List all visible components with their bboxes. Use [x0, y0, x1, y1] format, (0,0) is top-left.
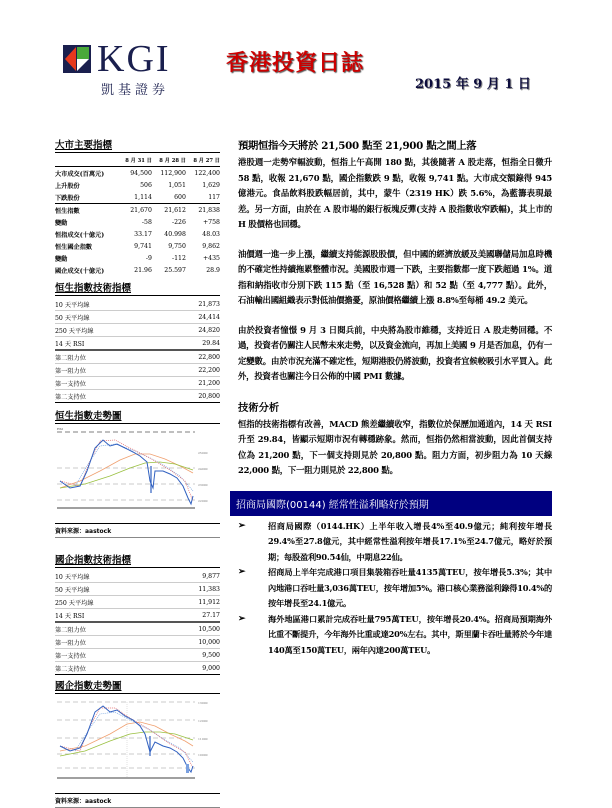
row-value: 21,670: [118, 204, 152, 217]
hsi-tech-table: [55, 298, 220, 403]
article-paragraph: 由於投資者憧憬 9 月 3 日閱兵前，中央將為股市維穩，支持近日 A 股走勢回穩。不過，投資者仍關注人民幣未來走勢，以及資金流向，再加上美國 9 月是否加息，仍有一定變數。由於市況充滿不確定性，短期港股仍將波動，投資者宜候較吸引水平買入。此外，投資者也關注今日公佈的中國 PMI 數據。: [238, 324, 552, 381]
indicator-label: 第一阻力位: [55, 364, 161, 377]
row-value: -112: [172, 254, 186, 262]
indicator-row: [55, 596, 220, 609]
indicator-label: 14 天 RSI: [55, 609, 161, 623]
market-row: [55, 240, 220, 252]
indicator-label: 第一阻力位: [55, 636, 161, 649]
row-value: 122,400: [194, 169, 220, 177]
indicator-label: 10 天平均線: [55, 570, 161, 583]
market-row: [55, 252, 220, 264]
svg-text:10000: 10000: [198, 753, 208, 757]
indicator-value: 29.84: [161, 337, 220, 351]
svg-text:13000: 13000: [198, 701, 208, 705]
row-value: 1,114: [134, 193, 152, 201]
indicator-value: 10,500: [161, 622, 220, 636]
row-value: 40.998: [164, 230, 186, 238]
col-header: 8 月 31 日: [118, 155, 152, 167]
row-label: 恒生指數: [55, 204, 118, 217]
svg-text:24000: 24000: [198, 467, 208, 471]
row-value: -58: [141, 218, 152, 226]
hscei-chart: [55, 696, 220, 791]
indicator-row: [55, 390, 220, 403]
row-label: 國企成交(十億元): [55, 267, 105, 275]
indicator-label: 14 天 RSI: [55, 337, 161, 351]
indicator-row: [55, 636, 220, 649]
svg-text:23000: 23000: [198, 483, 208, 487]
row-value: 112,900: [160, 169, 186, 177]
row-value: 9,741: [134, 242, 152, 250]
indicator-label: 250 天平均線: [55, 596, 161, 609]
document-date: 2015 年 9 月 1 日: [415, 77, 531, 92]
indicator-label: 50 天平均線: [55, 583, 161, 596]
hsi-chart-source: 資料來源：aastock: [55, 523, 220, 538]
row-value: +758: [203, 218, 220, 226]
indicator-label: 50 天平均線: [55, 311, 161, 324]
indicator-value: 21,873: [161, 298, 220, 311]
row-value: 48.03: [202, 230, 220, 238]
row-label: 恒指成交(十億元): [55, 231, 105, 239]
indicator-value: 11,912: [161, 596, 220, 609]
bullet-item: ➢ 招商局上半年完成港口項目集裝箱吞吐量4135萬TEU，按年增長5.3%；其中內地港口吞吐量3,036萬TEU，按年增加5%。港口核心業務溢利錄得10.4%的按年增長至24.1億元。: [238, 567, 552, 608]
market-row: [55, 204, 220, 217]
hsi-chart-title: 恒生指數走勢圖: [55, 408, 220, 424]
market-row: [55, 264, 220, 276]
kgi-logo: [63, 38, 183, 105]
left-column: [55, 137, 220, 808]
indicator-label: 第二阻力位: [55, 622, 161, 636]
indicator-row: [55, 298, 220, 311]
market-indicators-table: [55, 155, 220, 276]
svg-text:HSI: HSI: [57, 427, 63, 431]
arrow-bullet-icon: ➢: [238, 613, 246, 624]
indicator-label: 第二支持位: [55, 390, 161, 403]
indicator-row: [55, 570, 220, 583]
indicator-label: 第一支持位: [55, 377, 161, 390]
bullet-item: ➢ 招商局國際（0144.HK）上半年收入增長4%至40.9億元；純利按年增長29.4%至27.8億元，其中經常性溢利按年增長17.1%至24.7億元，略好於預期；每股盈利90.54仙，中期息22仙。: [238, 520, 552, 562]
col-header: [55, 155, 118, 167]
indicator-value: 11,383: [161, 583, 220, 596]
logo-text: KGI: [97, 38, 171, 80]
indicator-label: 第二支持位: [55, 662, 161, 675]
row-value: 25.597: [164, 266, 186, 274]
row-value: 506: [140, 181, 152, 189]
indicator-row: [55, 364, 220, 377]
hsi-chart: [55, 426, 220, 521]
indicator-value: 22,800: [161, 350, 220, 364]
indicator-label: 第一支持位: [55, 649, 161, 662]
tech-analysis-paragraph: 恒指的技術指標有改善，MACD 熊差繼續收窄，指數位於保歷加通道內，14 天 RSI 升至 29.84，皆顯示短期市況有轉穩跡象。然而，恒指仍然相當波動，因此首個支持位為 21,200 點，下一個支持則見於 20,800 點。阻力方面，初步阻力為 10 天線 22,000 點，下一阻力則見於 22,800 點。: [238, 418, 552, 475]
row-value: 117: [208, 193, 220, 201]
indicator-label: 第二阻力位: [55, 350, 161, 364]
stock-pick-bullets: [238, 519, 552, 659]
indicator-row: [55, 337, 220, 351]
market-row: [55, 228, 220, 240]
row-value: 600: [174, 193, 186, 201]
logo-subtitle: 凱基證券: [101, 83, 170, 98]
svg-text:11000: 11000: [198, 737, 208, 741]
market-row: [55, 167, 220, 180]
indicator-row: [55, 622, 220, 636]
stock-pick-banner: 招商局國際(00144) 經常性溢利略好於預期: [230, 491, 552, 516]
svg-text:12000: 12000: [198, 719, 208, 723]
right-column: [238, 137, 552, 658]
row-value: -9: [145, 254, 152, 262]
article-paragraph: 港股週一走勢窄幅波動，恒指上午高開 180 點，其後隨著 A 股走落，恒指全日微升 58 點，收報 21,670 點，國企指數跌 9 點，收報 9,741 點。大市成交額錄得 945 億港元。食品飲料股跌幅居前，其中，蒙牛（2319 HK）跌 5.6%，為藍籌表現最差。另一方面，由於在 A 股市場的銀行板塊反彈(支持 A 股指數收窄跌幅)，其上市的 H 股價格也回穩。: [238, 157, 552, 229]
indicator-row: [55, 377, 220, 390]
hsi-tech-title: 恒生指數技術指標: [55, 280, 220, 296]
article-headline: 預期恒指今天將於 21,500 點至 21,900 點之間上落: [238, 140, 477, 152]
row-value: 28.9: [206, 266, 220, 274]
hscei-tech-table: [55, 570, 220, 675]
arrow-bullet-icon: ➢: [238, 567, 246, 577]
indicator-value: 27.17: [161, 609, 220, 623]
row-value: 94,500: [130, 169, 152, 177]
indicator-value: 9,500: [161, 649, 220, 662]
svg-text:22000: 22000: [198, 499, 208, 503]
row-label: 大市成交(百萬元): [55, 170, 105, 178]
indicator-value: 10,000: [161, 636, 220, 649]
indicator-value: 9,000: [161, 662, 220, 675]
article-paragraph: 油價週一進一步上漲，繼續支持能源股股價，但中國的經濟放緩及美國聯儲局加息時機的不確定性持續拖累整體市況。美國股市週一下跌，主要指數都一度下跌超過 1%。道指和納指收市分別下跌 115 點（至 16,528 點）和 52 點（至 4,777 點）。此外，石油輸出國組織表示對低油價擔憂，原油價格繼續上漲 8.8%至每桶 49.2 美元。: [238, 248, 552, 305]
row-value: 21,838: [186, 204, 220, 217]
arrow-bullet-icon: ➢: [238, 520, 246, 531]
market-row: [55, 191, 220, 204]
indicator-row: [55, 583, 220, 596]
indicator-row: [55, 324, 220, 337]
document-title: 香港投資日誌: [226, 51, 365, 76]
indicator-row: [55, 609, 220, 623]
row-value: -226: [172, 218, 186, 226]
row-label: 變動: [55, 255, 68, 263]
indicator-value: 22,200: [161, 364, 220, 377]
indicator-value: 24,820: [161, 324, 220, 337]
row-value: 21.96: [134, 266, 152, 274]
row-value: 9,750: [168, 242, 186, 250]
hsi-candlestick-chart: [55, 426, 220, 521]
indicator-row: [55, 649, 220, 662]
market-indicators-title: 大市主要指標: [55, 137, 220, 153]
row-value: 1,051: [168, 181, 186, 189]
hscei-chart-source: 資料來源：aastock: [55, 793, 220, 808]
indicator-value: 24,414: [161, 311, 220, 324]
col-header: 8 月 28 日: [152, 155, 186, 167]
market-row: [55, 179, 220, 191]
svg-text:25000: 25000: [198, 451, 208, 455]
kgi-logo-icon: [63, 45, 91, 73]
row-value: 9,862: [202, 242, 220, 250]
row-value: 33.17: [134, 230, 152, 238]
indicator-label: 250 天平均線: [55, 324, 161, 337]
indicator-row: [55, 350, 220, 364]
row-label: 上升股份: [55, 182, 80, 190]
col-header: 8 月 27 日: [186, 155, 220, 167]
hscei-chart-title: 國企指數走勢圖: [55, 678, 220, 694]
hscei-tech-title: 國企指數技術指標: [55, 552, 220, 568]
indicator-label: 10 天平均線: [55, 298, 161, 311]
row-value: 1,629: [202, 181, 220, 189]
row-label: 下跌股份: [55, 194, 80, 202]
market-row: [55, 216, 220, 228]
indicator-row: [55, 311, 220, 324]
tech-analysis-title: 技術分析: [238, 401, 280, 414]
row-value: 21,612: [152, 204, 186, 217]
indicator-value: 20,800: [161, 390, 220, 403]
indicator-row: [55, 662, 220, 675]
row-label: 恒生國企指數: [55, 243, 93, 251]
indicator-value: 9,877: [161, 570, 220, 583]
row-value: +435: [203, 254, 220, 262]
row-label: 變動: [55, 219, 68, 227]
hscei-candlestick-chart: [55, 696, 220, 791]
indicator-value: 21,200: [161, 377, 220, 390]
bullet-item: ➢ 海外地區港口累計完成吞吐量795萬TEU，按年增長20.4%。招商局預期海外比重不斷提升，今年海外比重或達20%左右。其中，斯里蘭卡吞吐量將於今年達140萬至150萬TEU，兩年內達200萬TEU。: [238, 613, 552, 655]
